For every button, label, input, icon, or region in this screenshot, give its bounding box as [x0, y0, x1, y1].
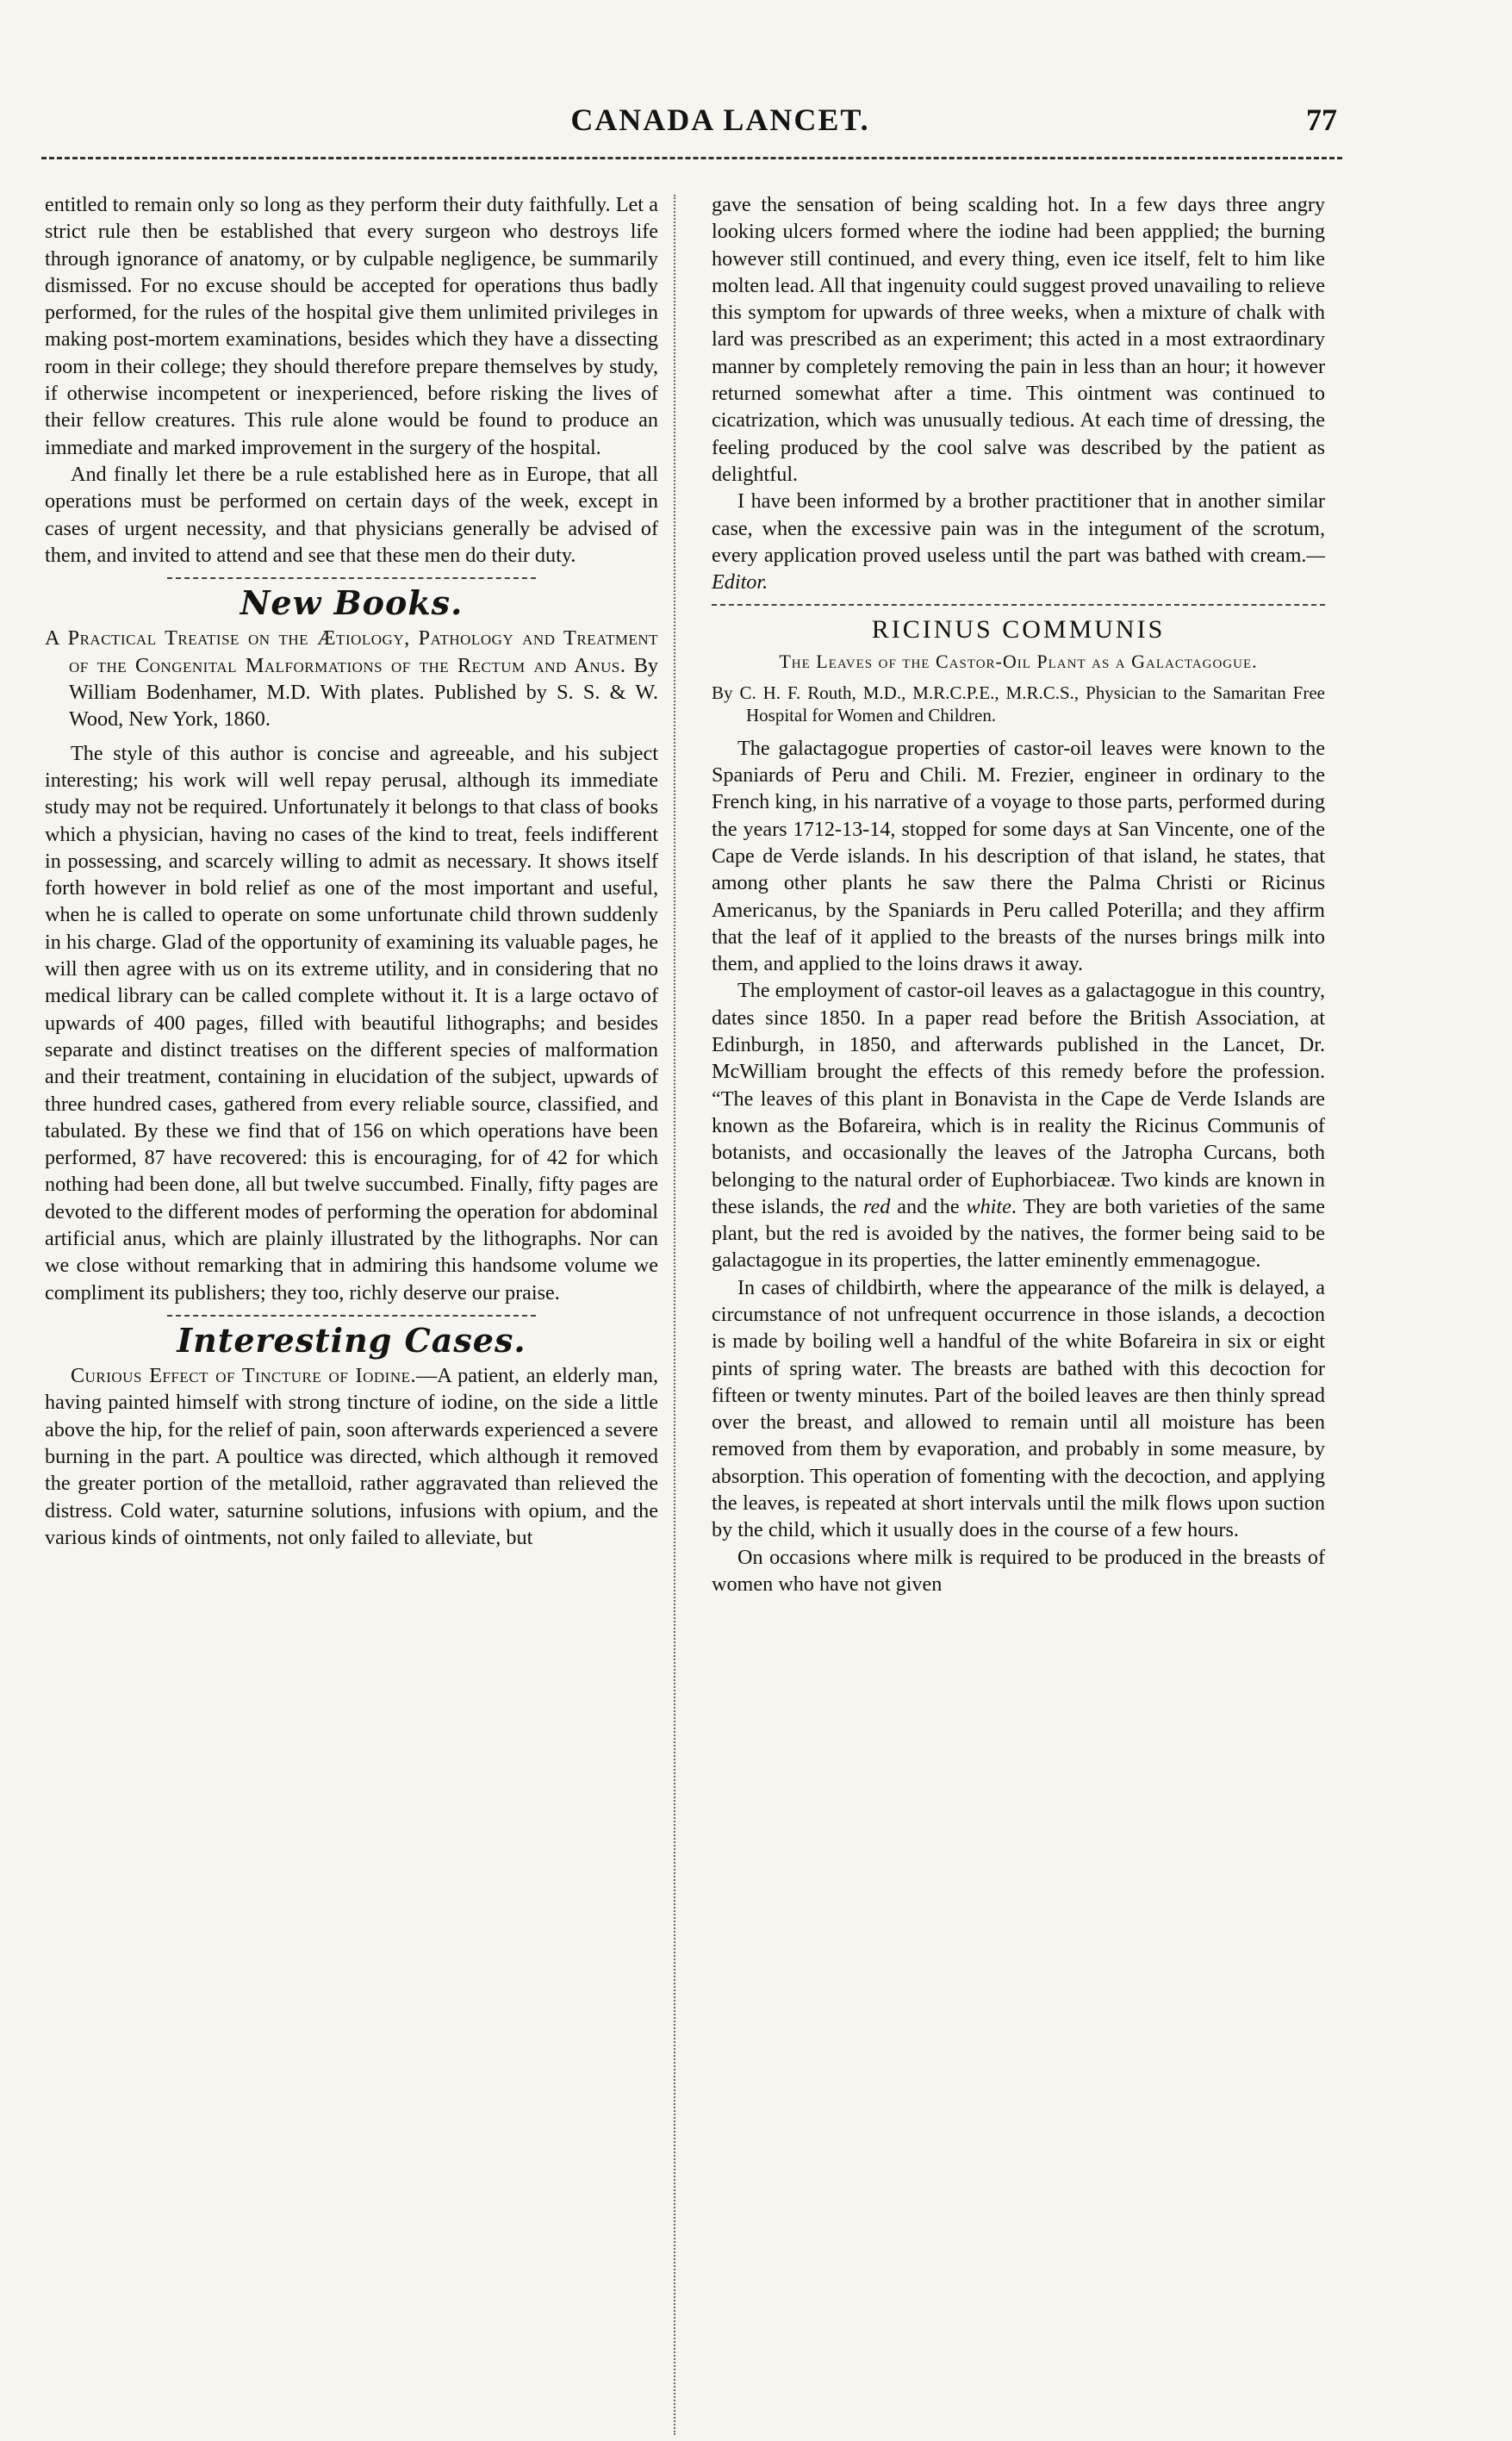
ricinus-paragraph: On occasions where milk is required to be produced in the breasts of women who have not given [712, 1545, 1325, 1596]
page-number: 77 [1306, 103, 1337, 137]
ricinus-paragraph: In cases of childbirth, where the appearance of the milk is delayed, a circumstance of not unfrequent occurrence in those islands, a decoction is made by boiling well a handful of the white Bofareira in six or eight pints of spring water. The breasts are bathed with this decoction for fifteen or twenty minutes. Part of the boiled leaves are then thinly spread over the breast, and allowed to remain until all moisture has been removed from them by evaporation, and probably in some measure, by absorption. This operation of fomenting with the decoction, and applying the leaves, is repeated at short intervals until the milk flows upon suction by the child, which it usually does in the course of a few hours. [712, 1275, 1325, 1542]
editor-note [712, 488, 1325, 595]
interesting-cases-heading: Interesting Cases. [177, 1320, 526, 1360]
running-title: CANADA LANCET. [570, 103, 870, 137]
article-final-paragraph: And finally let there be a rule established here as in Europe, that all operations must be performed on certain days of the week, except in cases of urgent necessity, and that physicians generally be advised of them, and invited to attend and see that these men do their duty. [45, 462, 658, 567]
right-column [712, 191, 1325, 1597]
ricinus-subtitle: The Leaves of the Castor-Oil Plant as a Galactagogue. [779, 650, 1258, 672]
section-divider [167, 1315, 535, 1317]
case-text: —A patient, an elderly man, having painted himself with strong tincture of iodine, on the side a little above the hip, for the relief of pain, soon afterwards experienced a severe burning in the part. A poultice was directed, which although it removed the greater portion of the metalloid, rather aggravated than relieved the distress. Cold water, saturnine solutions, infusions with opium, and the various kinds of ointments, not only failed to alleviate, but [45, 1364, 658, 1549]
text-run: . They are both varieties of the same plant, but the red is avoided by the natives, the former being said to be galactagogue in its properties, the latter eminently emmenagogue. [712, 1194, 1325, 1273]
article-continuation-paragraph: entitled to remain only so long as they perform their duty faithfully. Let a strict rule then be established that every surgeon who destroys life through ignorance of anatomy, or by culpable negligence, be summarily dismissed. For no excuse should be accepted for operations thus badly performed, for the rules of the hospital give them unlimited privileges in making post-mortem examinations, besides which they have a dissecting room in their college; they should therefore prepare themselves by study, if otherwise incompetent or inexperienced, before risking the lives of their fellow creatures. This rule alone would be found to produce an immediate and marked improvement in the surgery of the hospital. [45, 193, 658, 459]
new-books-heading: New Books. [240, 583, 464, 623]
section-divider [712, 604, 1325, 606]
column-divider [674, 195, 675, 2435]
book-review: The style of this author is concise and agreeable, and his subject interesting; his work will well repay perusal, although its immediate study may not be required. Unfortunately it belongs to that class of books which a physician, having no cases of the kind to treat, feels indifferent in possessing, and scarcely willing to admit as necessary. It shows itself forth however in bold relief as one of the most important and useful, when he is called to operate on some unfortunate child thrown suddenly in his charge. Glad of the opportunity of examining its valuable pages, he will then agree with us on its extreme utility, and in considering that no medical library can be called complete without it. It is a large octavo of upwards of 400 pages, filled with beautiful lithographs; and besides separate and distinct treatises on the different species of malformation and their treatment, containing in elucidation of the subject, upwards of three hundred cases, gathered from every reliable source, classified, and tabulated. By these we find that of 156 on which operations have been performed, 87 have recovered: this is encouraging, for of 42 for which nothing had been done, all but twelve succumbed. Finally, fifty pages are devoted to the different modes of performing the operation for abdominal artificial anus, which are plainly illustrated by the lithographs. Nor can we close without remarking that in admiring this handsome volume we compliment its publishers; they too, richly deserve our praise. [45, 741, 658, 1305]
running-head [103, 102, 1337, 143]
editor-signature: —Editor. [712, 543, 1325, 595]
book-author: By William Bodenhamer, M.D. With plates. Published by S. S. & W. Wood, New York, 1860. [69, 653, 659, 732]
editor-note-text: I have been informed by a brother practitioner that in another similar case, when the excessive pain was in the integument of the scrotum, every application proved useless until the part was bathed with cream. [712, 489, 1325, 567]
ricinus-title: RICINUS COMMUNIS [871, 615, 1166, 644]
ricinus-paragraph: The galactagogue properties of castor-oil leaves were known to the Spaniards of Peru and Chili. M. Frezier, engineer in ordinary to the French king, in his narrative of a voyage to those parts, performed during the years 1712-13-14, stopped for some days at San Vincente, one of the Cape de Verde islands. In his description of that island, he states, that among other plants he saw there the Palma Christi or Ricinus Americanus, by the Spaniards in Peru called Poterilla; and they affirm that the leaf of it applied to the breasts of the nurses brings milk into them, and applied to the loins draws it away. [712, 736, 1325, 976]
book-title: A Practical Treatise on the Ætiology, Pathology and Treatment of the Congenital Malformations of the Rectum and Anus. [45, 626, 658, 677]
book-reference [45, 625, 658, 732]
case-continuation-paragraph: gave the sensation of being scalding hot. In a few days three angry looking ulcers formed where the iodine had been appplied; the burning however still continued, and every thing, even ice itself, felt to him like molten lead. All that ingenuity could suggest proved unavailing to relieve this symptom for upwards of three weeks, when a mixture of chalk with lard was prescribed as an experiment; this acted in a most extraordinary manner by completely removing the pain in less than an hour; it however returned somewhat after a time. This ointment was continued to cicatrization, which was unusually tedious. At each time of dressing, the feeling produced by the cool salve was described by the patient as delightful. [712, 193, 1325, 486]
text-run: and the [890, 1194, 967, 1218]
case-paragraph [45, 1362, 658, 1551]
text-run: The employment of castor-oil leaves as a galactagogue in this country, dates since 1850. In a paper read before the British Association, at Edinburgh, in 1850, and afterwards published in the Lancet, Dr. McWilliam brought the effects of this remedy before the profession. “The leaves of this plant in Bonavista in the Cape de Verde Islands are known as the Bofareira, which is in reality the Ricinus Communis of botanists, and occasionally the leaves of the Jatropha Curcans, both belonging to the natural order of Euphorbiaceæ. Two kinds are known in these islands, the [712, 979, 1325, 1218]
italic-white: white [966, 1194, 1011, 1218]
italic-red: red [863, 1194, 891, 1218]
case-title: Curious Effect of Tincture of Iodine. [71, 1364, 417, 1388]
author-byline: By C. H. F. Routh, M.D., M.R.C.P.E., M.R.C.S., Physician to the Samaritan Free Hospital for Women and Children. [712, 682, 1325, 725]
left-column [45, 191, 658, 1551]
ricinus-paragraph [712, 977, 1325, 1273]
section-divider [167, 577, 535, 579]
header-rule [41, 157, 1342, 159]
